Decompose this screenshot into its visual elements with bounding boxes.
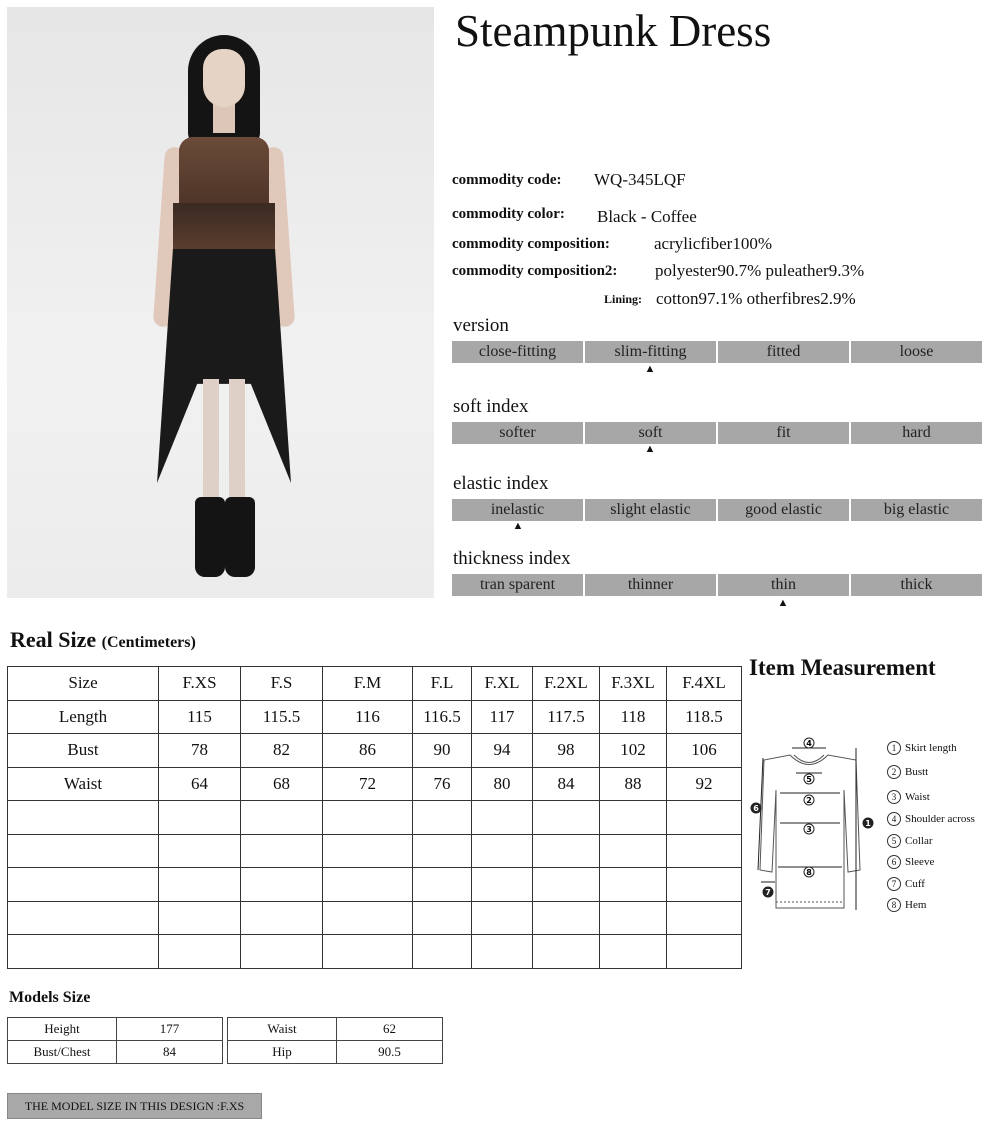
size-table-cell: 94 [472, 734, 533, 768]
size-table-cell [472, 935, 533, 969]
garment-measurement-diagram [748, 730, 878, 920]
models-cell: Waist [228, 1018, 337, 1041]
size-table-cell: 92 [667, 767, 742, 801]
size-table-cell: 64 [159, 767, 241, 801]
size-table-cell: 102 [600, 734, 667, 768]
size-table-header-cell: F.XS [159, 667, 241, 701]
size-table-header-cell: F.S [241, 667, 323, 701]
size-table-cell [600, 935, 667, 969]
real-size-unit: (Centimeters) [101, 634, 196, 651]
dress-belt [173, 203, 275, 249]
lining-value: cotton97.1% otherfibres2.9% [656, 289, 856, 308]
size-table-cell: 106 [667, 734, 742, 768]
size-table-cell [472, 834, 533, 868]
commodity-code-label: commodity code: [452, 172, 562, 188]
model-face [203, 49, 245, 107]
size-table-header-cell: F.3XL [600, 667, 667, 701]
size-table-row [8, 901, 742, 935]
size-table-cell: 72 [323, 767, 413, 801]
models-cell: Hip [228, 1041, 337, 1064]
diagram-marker-3: 3 [806, 825, 812, 834]
thickness-index-option: thick [851, 574, 982, 596]
size-table-cell [472, 868, 533, 902]
elastic-index-label: elastic index [453, 473, 549, 494]
version-option: close-fitting [452, 341, 583, 363]
size-table-cell: Waist [8, 767, 159, 801]
size-table-cell [533, 868, 600, 902]
size-table-cell [413, 834, 472, 868]
commodity-code-value: WQ-345LQF [594, 170, 686, 189]
size-table-cell: 116.5 [413, 700, 472, 734]
size-table-cell [667, 868, 742, 902]
diagram-marker-8: 8 [806, 868, 812, 877]
commodity-composition2-value: polyester90.7% puleather9.3% [655, 261, 865, 280]
size-table-cell [533, 801, 600, 835]
dress-skirt [157, 247, 291, 483]
size-table-cell: 84 [533, 767, 600, 801]
models-cell: 84 [117, 1041, 223, 1064]
size-table-cell [533, 901, 600, 935]
soft-index-label: soft index [453, 396, 529, 417]
right-boot [225, 497, 255, 577]
size-table-cell [323, 901, 413, 935]
thickness-index-option: tran sparent [452, 574, 583, 596]
models-cell: Height [8, 1018, 117, 1041]
left-boot [195, 497, 225, 577]
legend-item: 2 Bustt [887, 765, 975, 790]
size-table-cell [159, 901, 241, 935]
legend-item: 5 Collar [887, 834, 975, 855]
size-table-cell: 76 [413, 767, 472, 801]
elastic-index-option: big elastic [851, 499, 982, 521]
size-table-cell: Length [8, 700, 159, 734]
model-size-note: THE MODEL SIZE IN THIS DESIGN :F.XS [7, 1093, 262, 1119]
size-table-cell [241, 935, 323, 969]
size-table-cell [8, 868, 159, 902]
real-size-heading: Real Size [10, 627, 97, 652]
size-table-cell [159, 801, 241, 835]
thickness-index-label: thickness index [453, 548, 571, 569]
size-table-cell: 90 [413, 734, 472, 768]
size-table-cell [600, 868, 667, 902]
elastic-index-scale [452, 499, 982, 521]
legend-item: 1 Skirt length [887, 741, 975, 765]
item-measurement-title: Item Measurement [749, 655, 936, 680]
models-cell: Bust/Chest [8, 1041, 117, 1064]
size-table-cell [667, 901, 742, 935]
commodity-composition-value: acrylicfiber100% [654, 234, 772, 253]
commodity-composition2-label: commodity composition2: [452, 263, 618, 279]
size-table-row [8, 868, 742, 902]
size-table-cell [323, 834, 413, 868]
size-table-cell: 98 [533, 734, 600, 768]
size-table-cell [600, 901, 667, 935]
size-table-cell [8, 901, 159, 935]
size-table-header-cell: Size [8, 667, 159, 701]
size-table-cell: 115 [159, 700, 241, 734]
legend-item: 4 Shoulder across [887, 812, 975, 834]
size-table-cell [413, 935, 472, 969]
size-table-cell [323, 868, 413, 902]
size-table-cell: 115.5 [241, 700, 323, 734]
size-table-cell [241, 868, 323, 902]
diagram-marker-1: 1 [865, 819, 871, 828]
size-table-header-cell: F.M [323, 667, 413, 701]
size-table-row [8, 801, 742, 835]
size-table-cell [8, 935, 159, 969]
size-table-header-cell: F.4XL [667, 667, 742, 701]
diagram-marker-4: 4 [806, 739, 812, 748]
model-right-leg [229, 379, 245, 511]
size-table-cell [533, 935, 600, 969]
version-label: version [453, 315, 509, 336]
models-row [8, 1041, 443, 1064]
diagram-marker-5: 5 [806, 775, 812, 784]
size-table-cell [472, 901, 533, 935]
size-table-cell [667, 935, 742, 969]
thickness-index-option: thinner [585, 574, 716, 596]
models-cell: 62 [337, 1018, 443, 1041]
models-cell: 177 [117, 1018, 223, 1041]
size-table-cell [241, 901, 323, 935]
size-table-cell [667, 834, 742, 868]
size-table-cell: 118.5 [667, 700, 742, 734]
size-table-cell [667, 801, 742, 835]
legend-item: 8 Hem [887, 898, 975, 918]
models-size-title: Models Size [9, 989, 91, 1006]
size-table-cell: 68 [241, 767, 323, 801]
size-table-cell [241, 801, 323, 835]
size-table-cell [600, 834, 667, 868]
legend-item: 6 Sleeve [887, 855, 975, 877]
commodity-color-value: Black - Coffee [597, 207, 697, 226]
product-photo [7, 7, 434, 598]
soft-index-selected-marker-icon: ▲ [644, 443, 656, 455]
size-table-cell [323, 801, 413, 835]
real-size-title [10, 627, 196, 653]
models-size-table [7, 1017, 443, 1064]
size-table-cell [8, 801, 159, 835]
size-table [7, 666, 742, 969]
elastic-index-option: inelastic [452, 499, 583, 521]
size-table-cell: 117 [472, 700, 533, 734]
size-table-header-cell: F.L [413, 667, 472, 701]
legend-item: 3 Waist [887, 790, 975, 812]
soft-index-option: soft [585, 422, 716, 444]
thickness-index-selected-marker-icon: ▲ [777, 597, 789, 609]
models-row [8, 1018, 443, 1041]
size-table-cell: 82 [241, 734, 323, 768]
size-table-cell: 80 [472, 767, 533, 801]
size-table-cell [413, 901, 472, 935]
measurement-legend [887, 741, 975, 918]
size-table-row [8, 700, 742, 734]
commodity-color-label: commodity color: [452, 206, 565, 222]
size-table-row [8, 834, 742, 868]
size-table-cell: 86 [323, 734, 413, 768]
size-table-cell: 78 [159, 734, 241, 768]
version-option: slim-fitting [585, 341, 716, 363]
version-option: fitted [718, 341, 849, 363]
size-table-cell: Bust [8, 734, 159, 768]
soft-index-option: hard [851, 422, 982, 444]
size-table-cell [472, 801, 533, 835]
size-table-cell: 117.5 [533, 700, 600, 734]
commodity-composition-label: commodity composition: [452, 236, 610, 252]
size-table-cell [159, 868, 241, 902]
size-table-header-cell: F.XL [472, 667, 533, 701]
size-table-cell: 118 [600, 700, 667, 734]
soft-index-option: fit [718, 422, 849, 444]
product-title: Steampunk Dress [455, 6, 772, 56]
soft-index-option: softer [452, 422, 583, 444]
size-table-header-cell: F.2XL [533, 667, 600, 701]
lining-label: Lining: [604, 292, 643, 306]
size-table-cell [323, 935, 413, 969]
size-table-cell [159, 935, 241, 969]
thickness-index-scale [452, 574, 982, 596]
size-table-row [8, 767, 742, 801]
size-table-cell [413, 801, 472, 835]
version-selected-marker-icon: ▲ [644, 363, 656, 375]
diagram-marker-7: 7 [765, 888, 771, 897]
version-option: loose [851, 341, 982, 363]
size-table-header-row [8, 667, 742, 701]
soft-index-scale [452, 422, 982, 444]
models-cell: 90.5 [337, 1041, 443, 1064]
diagram-marker-2: 2 [806, 796, 812, 805]
size-table-row [8, 935, 742, 969]
dress-bodice [179, 137, 269, 207]
elastic-index-option: good elastic [718, 499, 849, 521]
size-table-row [8, 734, 742, 768]
size-table-cell: 116 [323, 700, 413, 734]
size-table-cell [600, 801, 667, 835]
elastic-index-option: slight elastic [585, 499, 716, 521]
model-neck [213, 103, 235, 133]
size-table-cell [159, 834, 241, 868]
size-table-cell [8, 834, 159, 868]
elastic-index-selected-marker-icon: ▲ [512, 520, 524, 532]
size-table-cell [241, 834, 323, 868]
thickness-index-option: thin [718, 574, 849, 596]
legend-item: 7 Cuff [887, 877, 975, 898]
diagram-marker-6: 6 [753, 804, 759, 813]
version-scale [452, 341, 982, 363]
model-left-leg [203, 379, 219, 511]
size-table-cell [533, 834, 600, 868]
size-table-cell: 88 [600, 767, 667, 801]
size-table-cell [413, 868, 472, 902]
